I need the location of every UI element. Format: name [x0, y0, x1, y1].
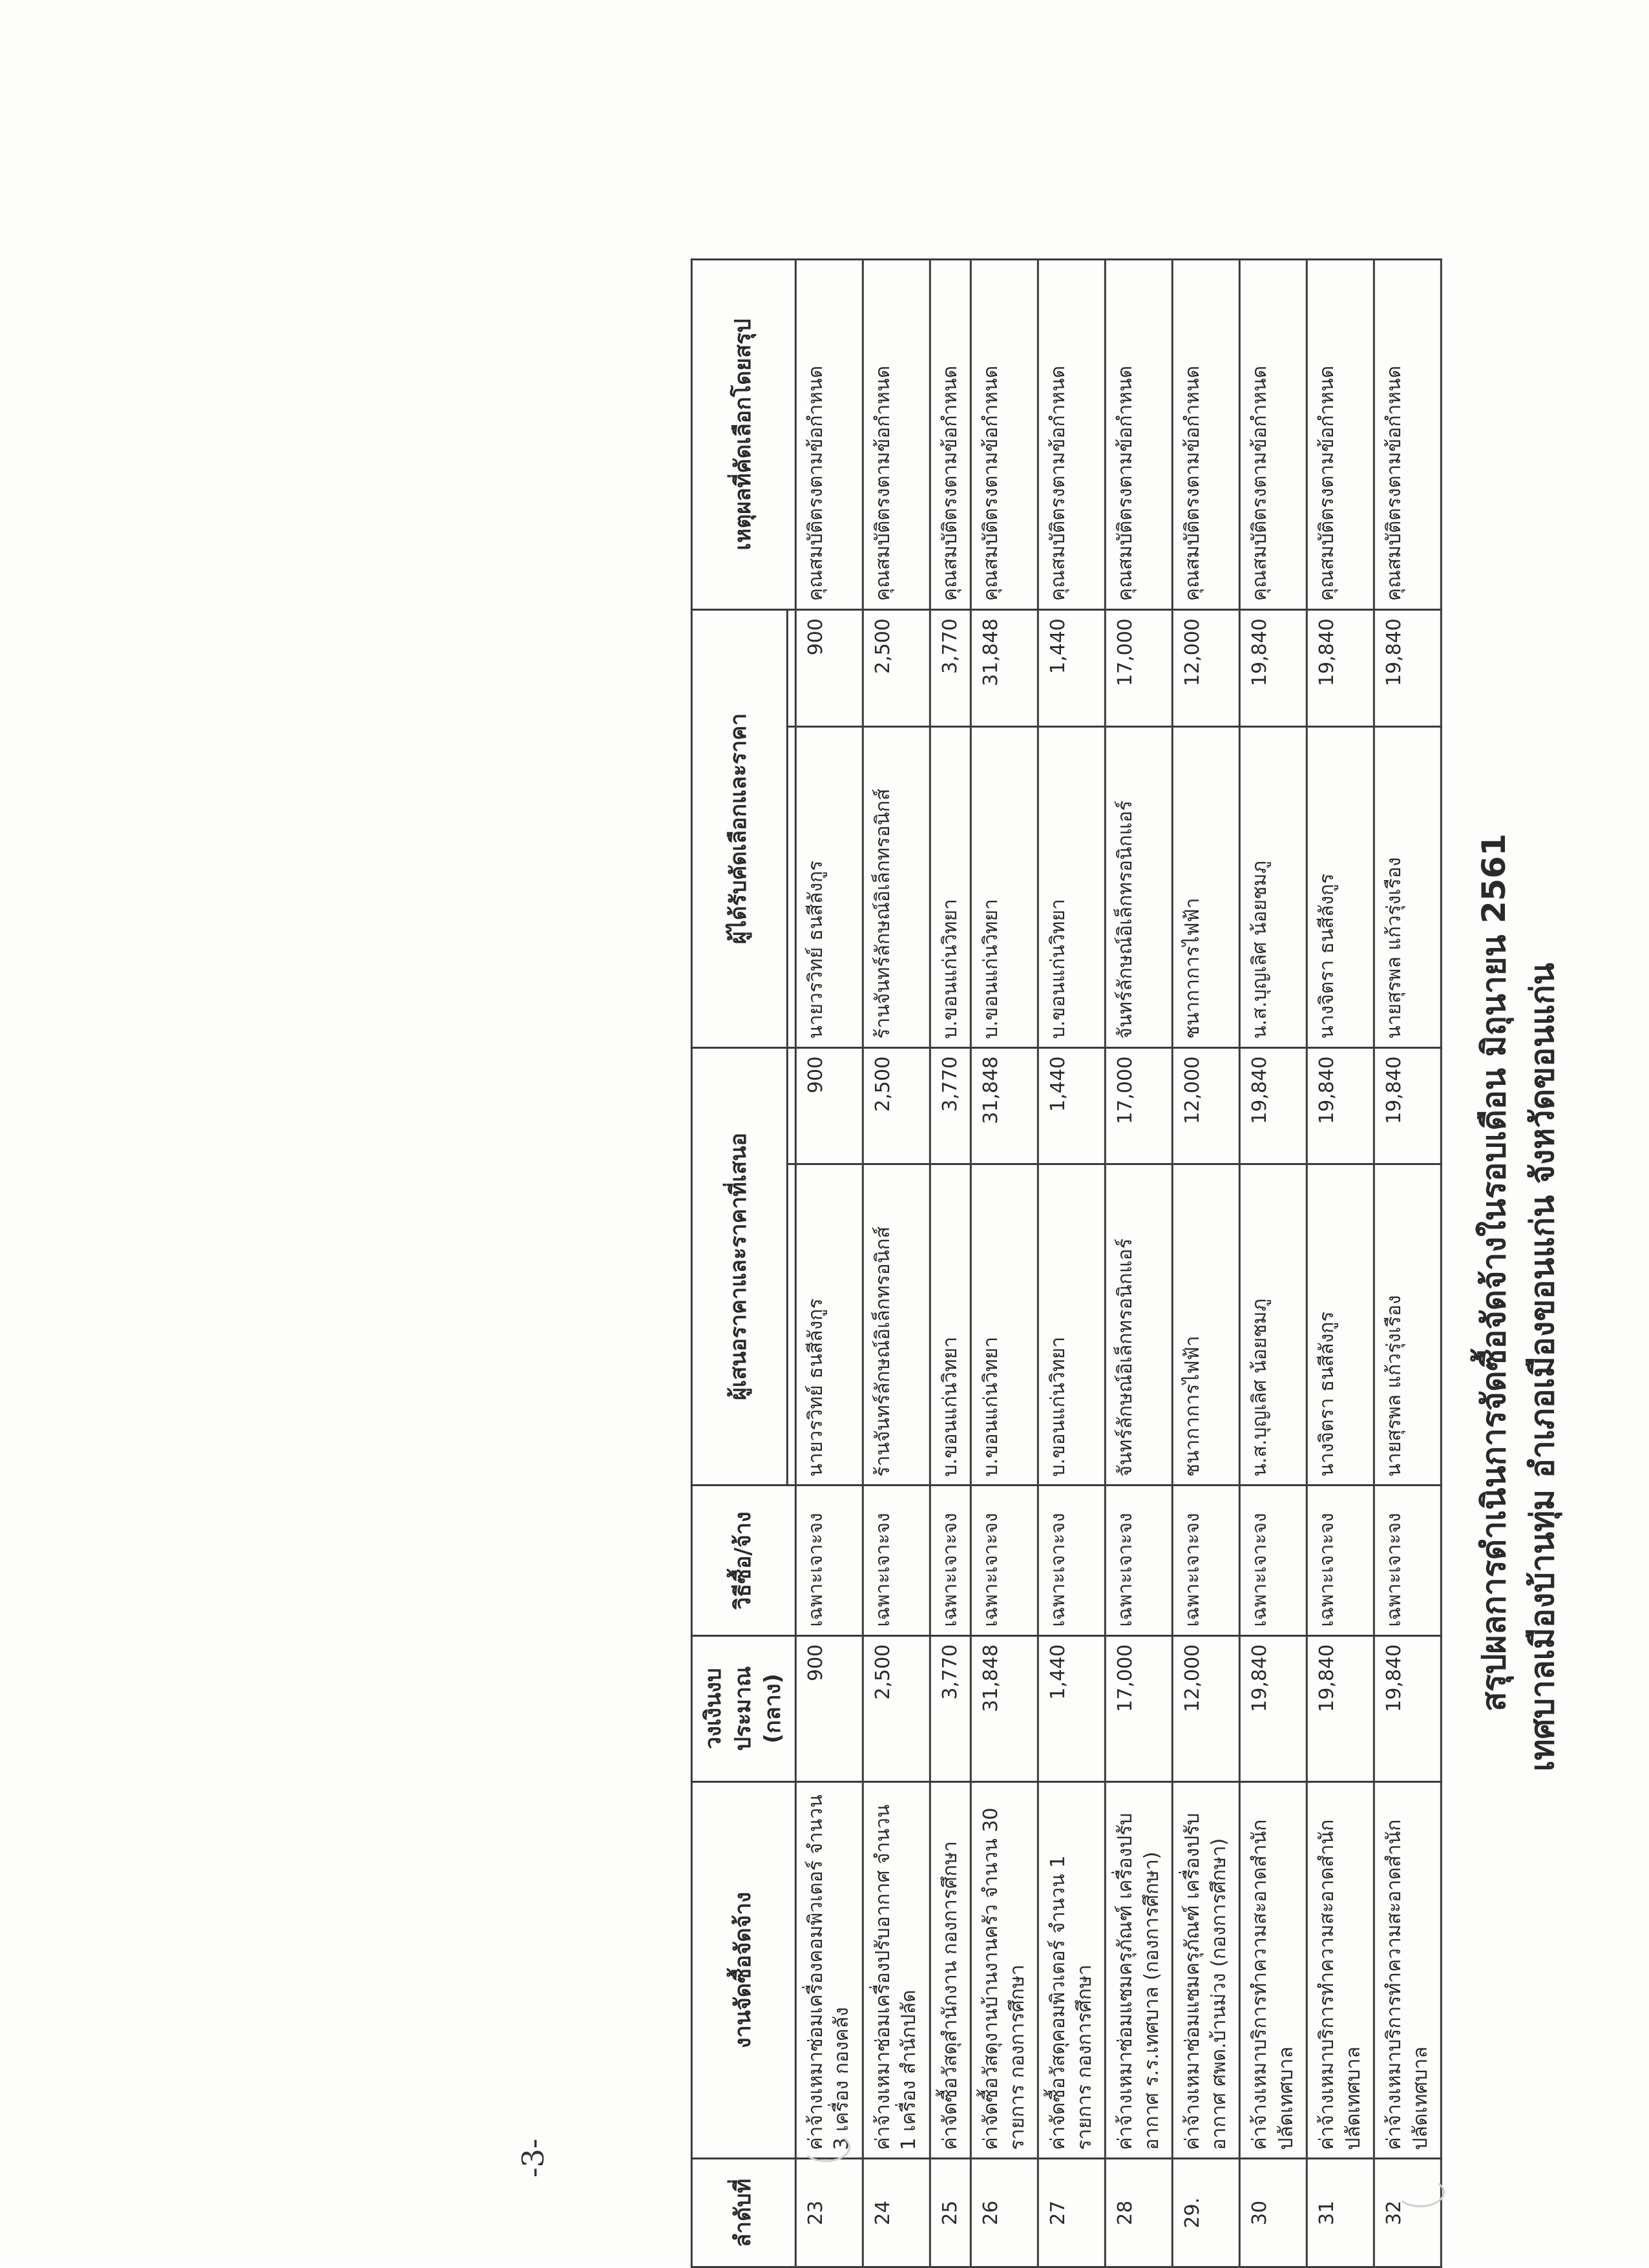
table-row [971, 260, 1038, 2267]
header-reason: เหตุผลที่คัดเลือกโดยสรุป [691, 260, 795, 610]
row-winner: นายสุรพล แก้วรุ่งเรือง [1374, 726, 1442, 1047]
row-budget: 12,000 [1173, 1635, 1240, 1781]
row-budget: 3,770 [930, 1635, 971, 1781]
row-method: เฉพาะเจาะจง [1106, 1486, 1173, 1635]
header-winner-price [787, 610, 795, 727]
row-winner: จันทร์ลักษณ์อิเล็กทรอนิกแอร์ [1106, 726, 1173, 1047]
row-seq: 26 [971, 2159, 1038, 2267]
row-budget: 19,840 [1307, 1635, 1374, 1781]
row-win-price: 12,000 [1173, 610, 1240, 727]
row-bid-price: 19,840 [1307, 1047, 1374, 1164]
row-item: ค่าจ้างเหมาซ่อมเครื่องปรับอากาศ จำนวน 1 เครื่อง สำนักปลัด [863, 1781, 930, 2159]
row-reason: คุณสมบัติตรงตามข้อกำหนด [1307, 260, 1374, 610]
row-item: ค่าจ้างเหมาซ่อมแซมครุภัณฑ์ เครื่องปรับอากาศ ร.ร.เทศบาล (กองการศึกษา) [1106, 1781, 1173, 2159]
header-row [691, 260, 787, 2267]
row-win-price: 19,840 [1374, 610, 1442, 727]
row-reason: คุณสมบัติตรงตามข้อกำหนด [1106, 260, 1173, 610]
row-seq: 23 [795, 2159, 863, 2267]
row-winner: น.ส.บุญเลิศ น้อยชมภู [1240, 726, 1307, 1047]
row-method: เฉพาะเจาะจง [930, 1486, 971, 1635]
row-bid-price: 17,000 [1106, 1047, 1173, 1164]
row-win-price: 2,500 [863, 610, 930, 727]
table-row [930, 260, 971, 2267]
row-winner: ร้านจันทร์ลักษณ์อิเล็กทรอนิกส์ [863, 726, 930, 1047]
row-seq: 25 [930, 2159, 971, 2267]
row-winner: บ.ขอนแก่นวิทยา [1038, 726, 1106, 1047]
row-bidder: บ.ขอนแก่นวิทยา [1038, 1164, 1106, 1486]
row-bidder: ชนากาการไฟฟ้า [1173, 1164, 1240, 1486]
row-budget: 900 [795, 1635, 863, 1781]
header-budget: วงเงินงบประมาณ (กลาง) [691, 1635, 795, 1781]
header-bidder-price [787, 1047, 795, 1164]
row-budget: 17,000 [1106, 1635, 1173, 1781]
row-seq: 32 [1374, 2159, 1442, 2267]
row-seq: 27 [1038, 2159, 1106, 2267]
row-item: ค่าจ้างเหมาบริการทำความสะอาดสำนักปลัดเทศบาล [1307, 1781, 1374, 2159]
row-winner: ชนากาการไฟฟ้า [1173, 726, 1240, 1047]
table-row [795, 260, 863, 2267]
row-bidder: นางจิตรา ธนสีลังกูร [1307, 1164, 1374, 1486]
row-winner: บ.ขอนแก่นวิทยา [930, 726, 971, 1047]
row-bid-price: 19,840 [1240, 1047, 1307, 1164]
row-bidder: บ.ขอนแก่นวิทยา [971, 1164, 1038, 1486]
row-method: เฉพาะเจาะจง [1374, 1486, 1442, 1635]
header-bidder-name [787, 1164, 795, 1486]
header-item: งานจัดซื้อจัดจ้าง [691, 1781, 795, 2159]
row-seq: 24 [863, 2159, 930, 2267]
row-item: ค่าจัดซื้อวัสดุสำนักงาน กองการศึกษา [930, 1781, 971, 2159]
row-reason: คุณสมบัติตรงตามข้อกำหนด [795, 260, 863, 610]
row-item: ค่าจ้างเหมาซ่อมแซมครุภัณฑ์ เครื่องปรับอากาศ ศพด.บ้านม่วง (กองการศึกษา) [1173, 1781, 1240, 2159]
table-row [1038, 260, 1106, 2267]
row-bidder: บ.ขอนแก่นวิทยา [930, 1164, 971, 1486]
row-winner: นายวรวิทย์ ธนสีลังกูร [795, 726, 863, 1047]
row-budget: 2,500 [863, 1635, 930, 1781]
row-method: เฉพาะเจาะจง [863, 1486, 930, 1635]
row-bidder: นายสุรพล แก้วรุ่งเรือง [1374, 1164, 1442, 1486]
header-bidders: ผู้เสนอราคาและราคาที่เสนอ [691, 1047, 787, 1486]
title-line-1: สรุปผลการดำเนินการจัดซื้อจัดจ้างในรอบเดือน มิถุนายน 2561 [1475, 834, 1513, 1712]
row-win-price: 19,840 [1307, 610, 1374, 727]
row-bid-price: 2,500 [863, 1047, 930, 1164]
row-reason: คุณสมบัติตรงตามข้อกำหนด [971, 260, 1038, 610]
table-row [863, 260, 930, 2267]
row-bidder: ร้านจันทร์ลักษณ์อิเล็กทรอนิกส์ [863, 1164, 930, 1486]
row-item: ค่าจัดซื้อวัสดุงานบ้านงานครัว จำนวน 30 รายการ กองการศึกษา [971, 1781, 1038, 2159]
row-win-price: 1,440 [1038, 610, 1106, 727]
row-bidder: จันทร์ลักษณ์อิเล็กทรอนิกแอร์ [1106, 1164, 1173, 1486]
row-bid-price: 12,000 [1173, 1047, 1240, 1164]
title-block [1449, 97, 1591, 2165]
row-seq: 30 [1240, 2159, 1307, 2267]
row-win-price: 31,848 [971, 610, 1038, 727]
table-row [1240, 260, 1307, 2267]
row-winner: บ.ขอนแก่นวิทยา [971, 726, 1038, 1047]
row-win-price: 900 [795, 610, 863, 727]
row-budget: 19,840 [1240, 1635, 1307, 1781]
row-reason: คุณสมบัติตรงตามข้อกำหนด [1240, 260, 1307, 610]
row-win-price: 19,840 [1240, 610, 1307, 727]
table-row [1374, 260, 1442, 2267]
row-reason: คุณสมบัติตรงตามข้อกำหนด [1374, 260, 1442, 610]
header-winner-name [787, 726, 795, 1047]
row-budget: 31,848 [971, 1635, 1038, 1781]
row-bid-price: 19,840 [1374, 1047, 1442, 1164]
procurement-table [691, 258, 1442, 2268]
row-win-price: 17,000 [1106, 610, 1173, 727]
page-number: -3- [516, 2138, 551, 2178]
row-item: ค่าจัดซื้อวัสดุคอมพิวเตอร์ จำนวน 1 รายการ กองการศึกษา [1038, 1781, 1106, 2159]
table-row [1173, 260, 1240, 2267]
header-method: วิธีซื้อ/จ้าง [691, 1486, 795, 1635]
row-bidder: น.ส.บุญเลิศ น้อยชมภู [1240, 1164, 1307, 1486]
row-bid-price: 900 [795, 1047, 863, 1164]
table-row [1307, 260, 1374, 2267]
table-row [1106, 260, 1173, 2267]
header-selected: ผู้ได้รับคัดเลือกและราคา [691, 610, 787, 1048]
row-method: เฉพาะเจาะจง [1173, 1486, 1240, 1635]
title-line-2: เทศบาลเมืองบ้านทุ่ม อำเภอเมืองขอนแก่น จังหวัดขอนแก่น [1524, 963, 1561, 1772]
row-item: ค่าจ้างเหมาบริการทำความสะอาดสำนักปลัดเทศบาล [1374, 1781, 1442, 2159]
row-reason: คุณสมบัติตรงตามข้อกำหนด [930, 260, 971, 610]
row-method: เฉพาะเจาะจง [795, 1486, 863, 1635]
row-bid-price: 3,770 [930, 1047, 971, 1164]
row-seq: 29. [1173, 2159, 1240, 2267]
scan-smudge [1396, 2178, 1445, 2207]
row-budget: 1,440 [1038, 1635, 1106, 1781]
row-reason: คุณสมบัติตรงตามข้อกำหนด [1173, 260, 1240, 610]
row-win-price: 3,770 [930, 610, 971, 727]
row-item: ค่าจ้างเหมาบริการทำความสะอาดสำนักปลัดเทศบาล [1240, 1781, 1307, 2159]
row-bid-price: 1,440 [1038, 1047, 1106, 1164]
scan-smudge [801, 2132, 850, 2162]
row-budget: 19,840 [1374, 1635, 1442, 1781]
row-item: ค่าจ้างเหมาซ่อมเครื่องคอมพิวเตอร์ จำนวน 3 เครื่อง กองคลัง [795, 1781, 863, 2159]
header-seq: ลำดับที่ [691, 2159, 795, 2267]
row-reason: คุณสมบัติตรงตามข้อกำหนด [1038, 260, 1106, 610]
row-method: เฉพาะเจาะจง [1240, 1486, 1307, 1635]
row-method: เฉพาะเจาะจง [1038, 1486, 1106, 1635]
row-method: เฉพาะเจาะจง [971, 1486, 1038, 1635]
row-bidder: นายวรวิทย์ ธนสีลังกูร [795, 1164, 863, 1486]
row-bid-price: 31,848 [971, 1047, 1038, 1164]
row-seq: 31 [1307, 2159, 1374, 2267]
row-method: เฉพาะเจาะจง [1307, 1486, 1374, 1635]
row-reason: คุณสมบัติตรงตามข้อกำหนด [863, 260, 930, 610]
row-winner: นางจิตรา ธนสีลังกูร [1307, 726, 1374, 1047]
row-seq: 28 [1106, 2159, 1173, 2267]
